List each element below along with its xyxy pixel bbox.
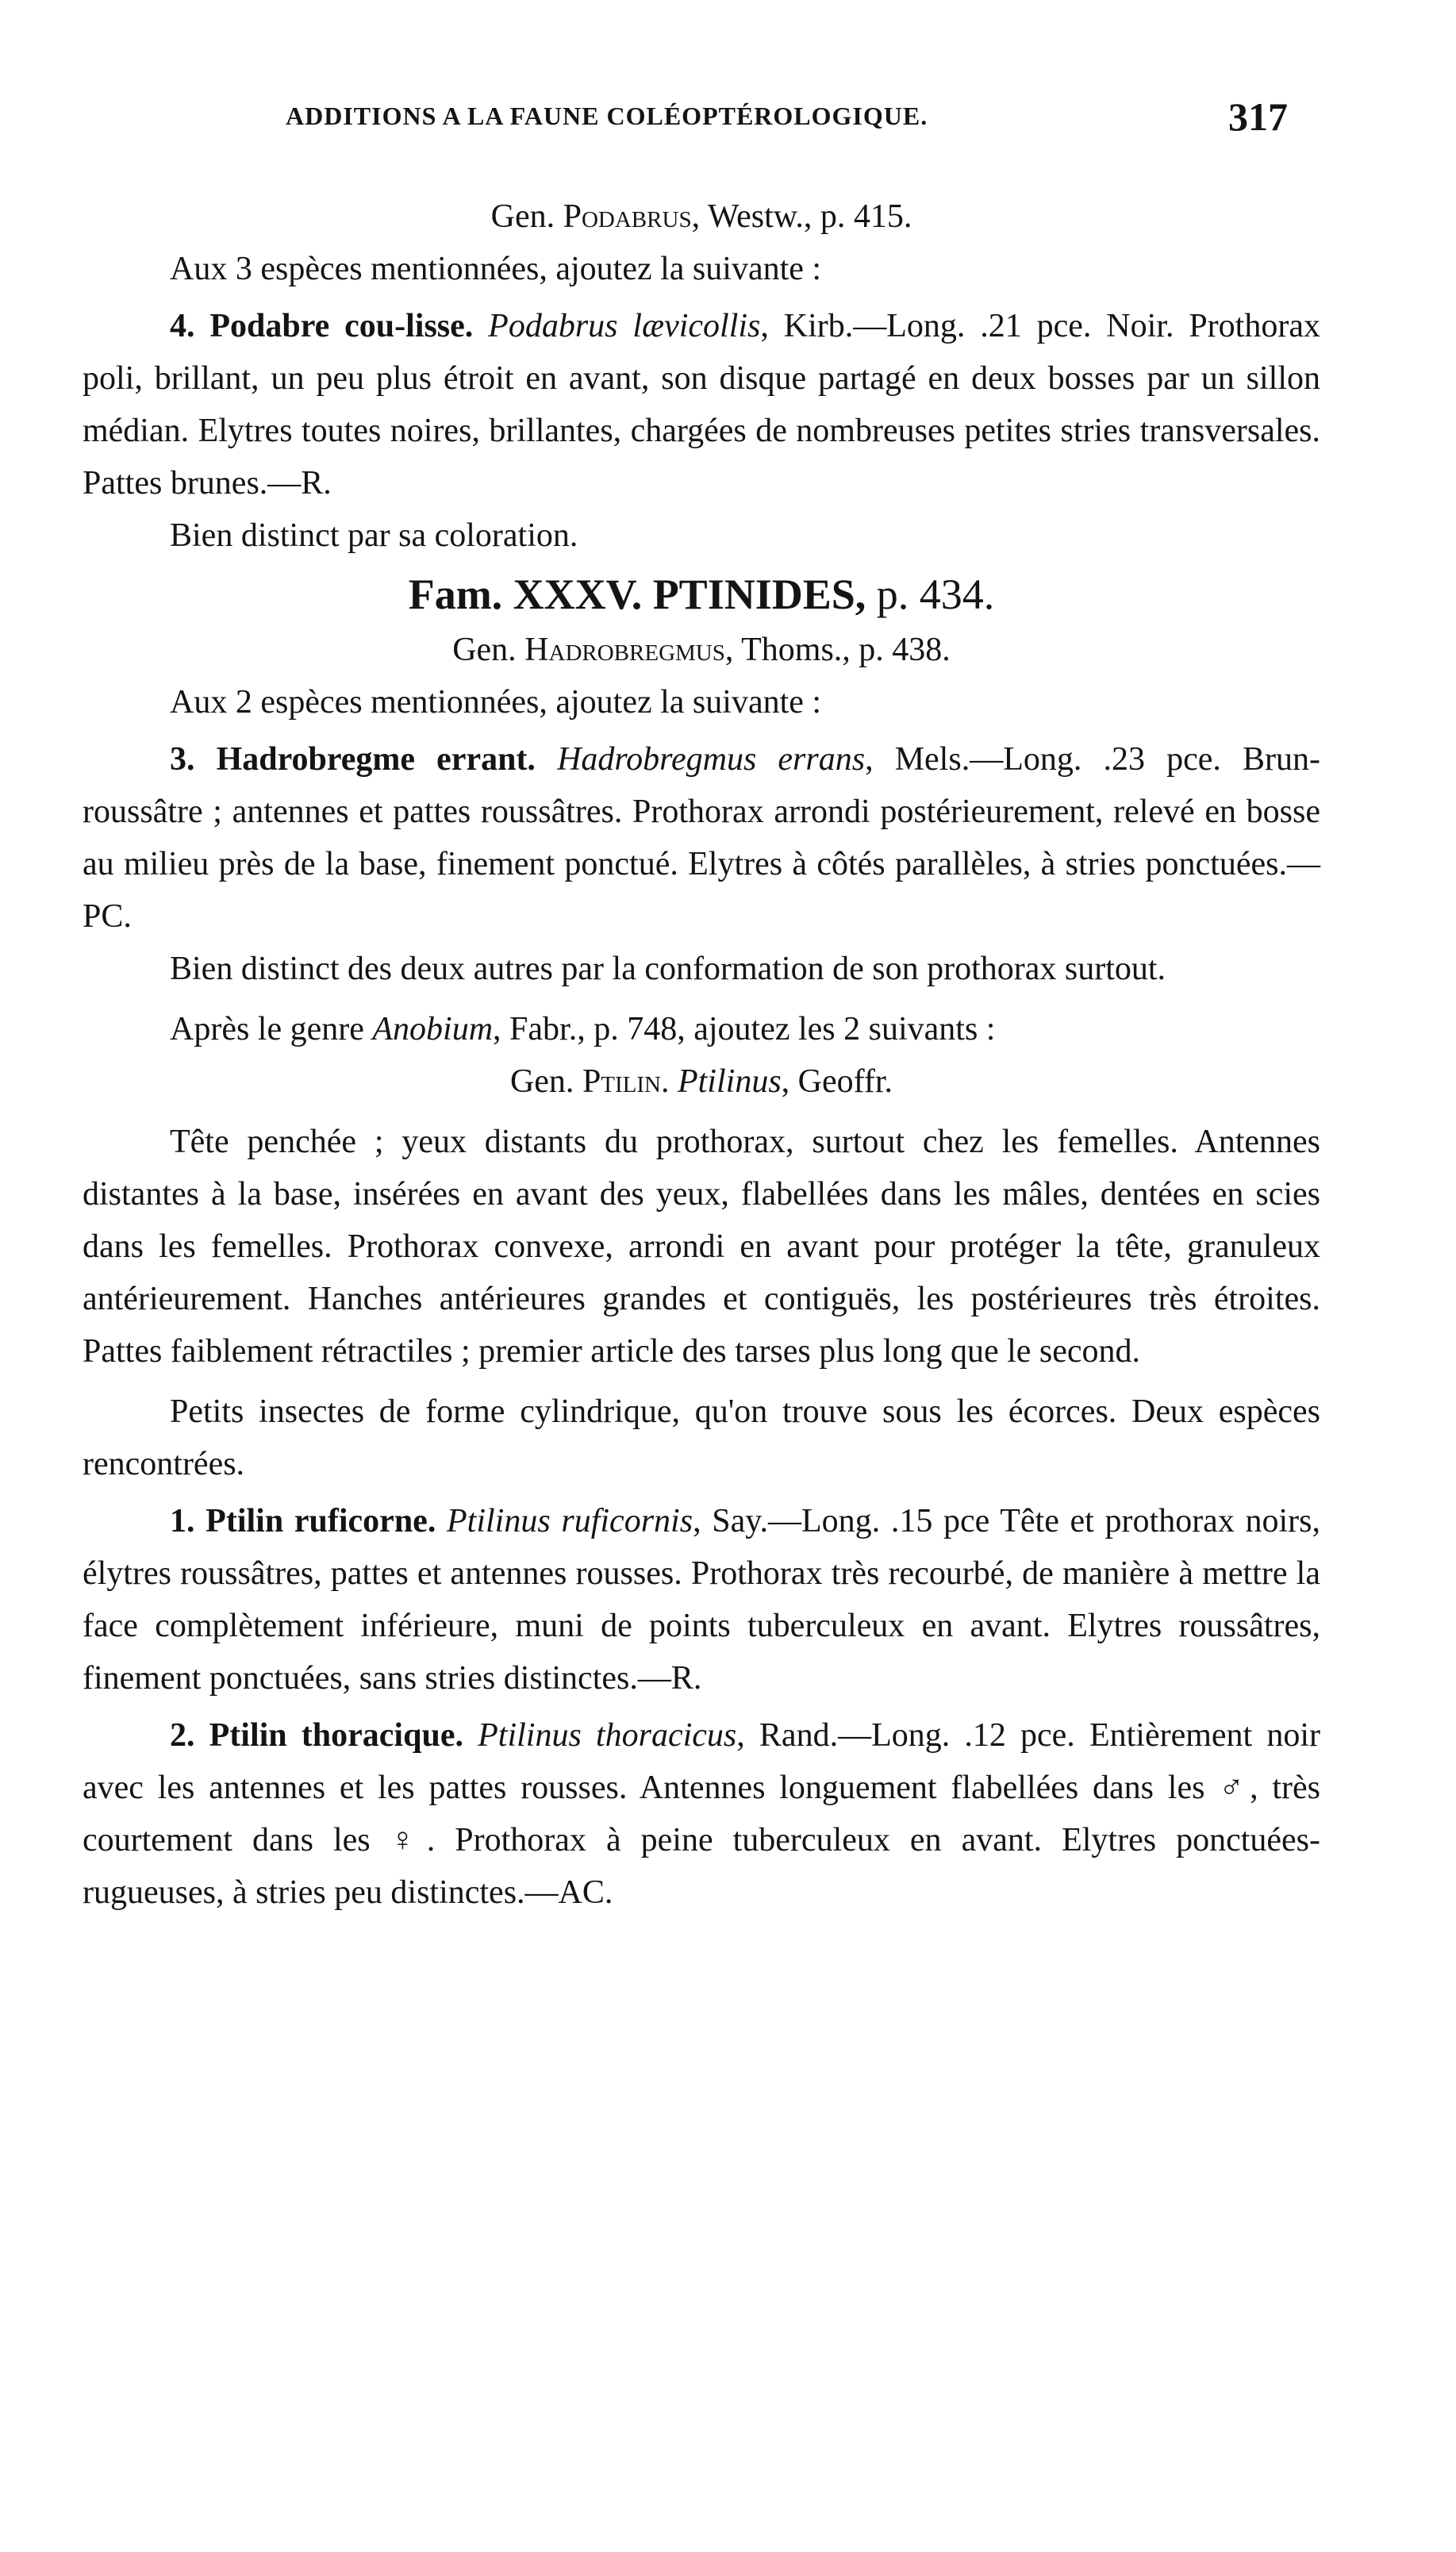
family-heading: Fam. XXXV. PTINIDES, p. 434. [408,571,995,618]
female-symbol: ♀ [390,1822,427,1858]
ptilinus-description: Tête penchée ; yeux distants du prothorax, surtout chez les femelles. Antennes distantes à la base, insérées en avant des yeux, flabellées dans les mâles, dentées en scies dans les femelles. Prothorax convexe, arrondi en avant pour protéger la tête, granuleux antérieurement. Hanches antérieures grandes et contiguës, les postérieures très étroites. Pattes faiblement rétractiles ; premier article des tarses plus long que le second. [83,1124,1320,1370]
species-title: 2. Ptilin thoracique. [170,1717,463,1754]
species-title: 1. Ptilin ruficorne. [170,1503,436,1539]
podabrus-intro: Aux 3 espèces mentionnées, ajoutez la suivante : [170,251,822,287]
hadrobregmus-intro: Aux 2 espèces mentionnées, ajoutez la suivante : [170,684,822,721]
hadrobregme-note: Bien distinct des deux autres par la conformation de son prothorax surtout. [170,951,1166,987]
genus-heading-podabrus: Gen. Podabrus, Westw., p. 415. [490,198,912,235]
species-title: 3. Hadrobregme errant. [170,741,536,778]
page-body [83,190,1320,1919]
species-latin: Podabrus lævicollis [488,308,761,344]
ptilinus-habitat: Petits insectes de forme cylindrique, qu'on trouve sous les écorces. Deux espèces rencontrées. [83,1393,1320,1482]
species-latin: Hadrobregmus errans [557,741,866,778]
species-entry-podabre: 4. Podabre cou-lisse. Podabrus lævicollis, Kirb.—Long. .21 pce. Noir. Prothorax poli, brillant, un peu plus étroit en avant, son disque partagé en deux bosses par un sillon médian. Elytres toutes noires, brillantes, chargées de nombreuses petites stries transversales. Pattes brunes.—R. [83,308,1320,502]
species-entry-ptilin-thoracique: 2. Ptilin thoracique. Ptilinus thoracicus, Rand.—Long. .12 pce. Entièrement noir avec les antennes et les pattes rousses. Antennes longuement flabellées dans les ♂, très courtement dans les ♀. Prothorax à peine tuberculeux en avant. Elytres ponctuées-rugueuses, à stries peu distinctes.—AC. [83,1717,1321,1911]
species-entry-hadrobregme: 3. Hadrobregme errant. Hadrobregmus errans, Mels.—Long. .23 pce. Brun-roussâtre ; antennes et pattes roussâtres. Prothorax arrondi postérieurement, relevé en bosse au milieu près de la base, finement ponctué. Elytres à côtés parallèles, à stries ponctuées.—PC. [83,741,1320,935]
species-entry-ptilin-ruficorne: 1. Ptilin ruficorne. Ptilinus ruficornis, Say.—Long. .15 pce Tête et prothorax noirs, élytres roussâtres, pattes et antennes rousses. Prothorax très recourbé, de manière à mettre la face complètement inférieure, muni de points tuberculeux en avant. Elytres roussâtres, finement ponctuées, sans stries distinctes.—R. [83,1503,1321,1697]
page-number: 317 [1228,94,1288,139]
male-symbol: ♂ [1219,1770,1250,1806]
species-title: 4. Podabre cou-lisse. [170,308,474,344]
genus-heading-ptilinus: Gen. Ptilin. Ptilinus, Geoffr. [509,1063,893,1100]
species-latin: Ptilinus ruficornis [447,1503,693,1539]
running-title: ADDITIONS A LA FAUNE COLÉOPTÉROLOGIQUE. [286,102,928,130]
anobium-note: Après le genre Anobium, Fabr., p. 748, ajoutez les 2 suivants : [170,1011,996,1047]
podabre-note: Bien distinct par sa coloration. [170,517,578,554]
genus-heading-hadrobregmus: Gen. Hadrobregmus, Thoms., p. 438. [452,632,951,668]
species-latin: Ptilinus thoracicus [478,1717,737,1754]
